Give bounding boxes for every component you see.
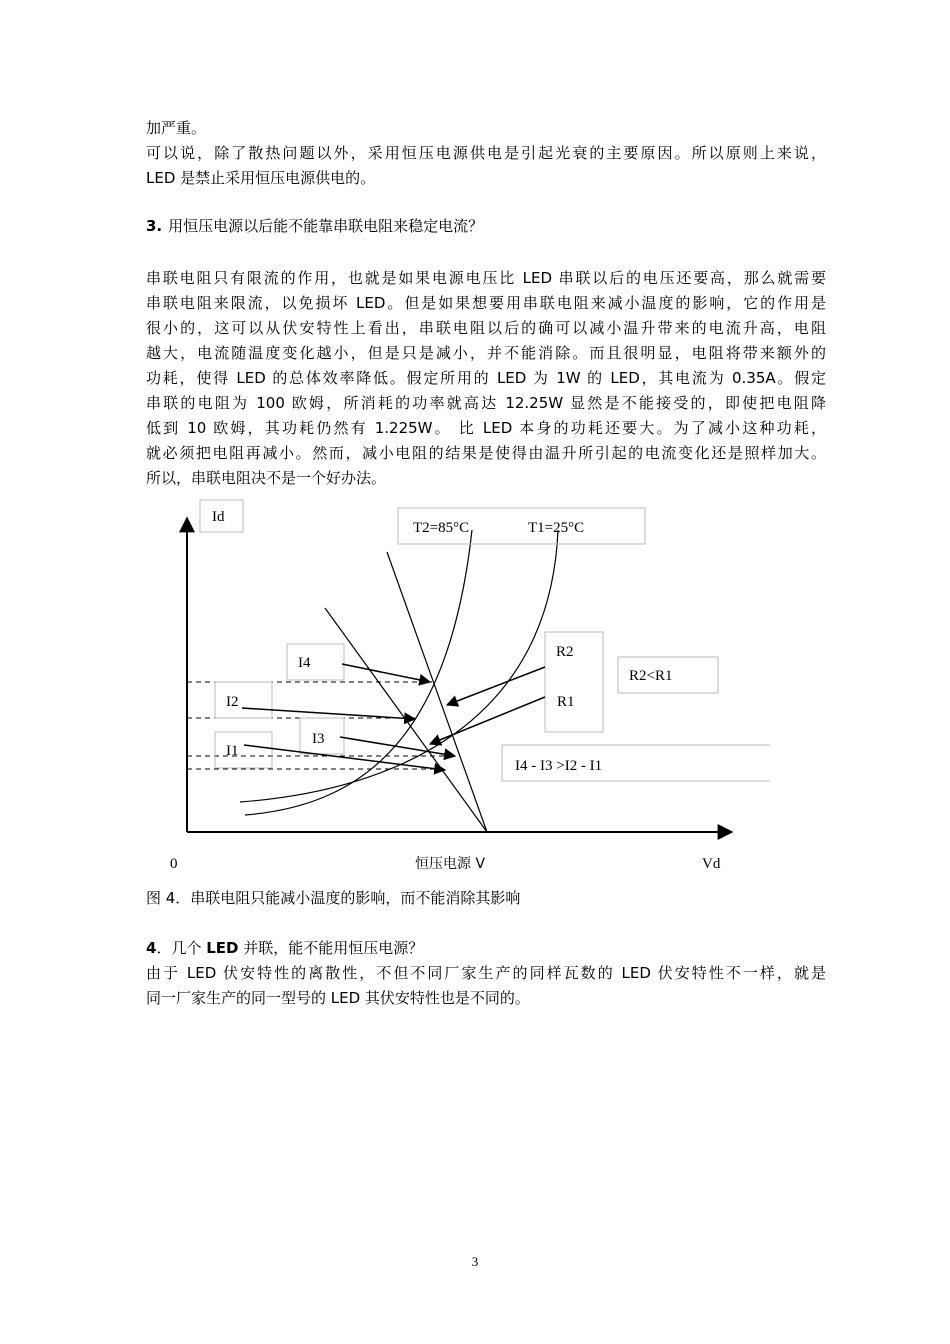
section-title-pre: ．几个	[156, 939, 207, 957]
load-line-r2	[387, 552, 487, 832]
load-line-r1	[325, 608, 487, 832]
relation-label: R2<R1	[629, 668, 673, 684]
arrow-i2	[242, 708, 415, 719]
body-line: 串联电阻来限流，以免损坏 LED。但是如果想要用串联电阻来减小温度的影响，它的作用是	[146, 294, 826, 312]
section-3-heading	[146, 214, 826, 239]
body-line: 串联的电阻为 100 欧姆，所消耗的功率就高达 12.25W 显然是不能接受的，即使把电阻降	[146, 394, 826, 412]
body-line: 很小的，这可以从伏安特性上看出，串联电阻以后的确可以减小温升带来的电流升高，电阻	[146, 319, 826, 337]
r-box	[545, 632, 603, 732]
section-title-post: 并联，能不能用恒压电源？	[238, 939, 424, 957]
section-number: 4	[146, 939, 157, 957]
curve-t1	[240, 530, 558, 802]
body-line: 就必须把电阻再减小。然而，减小电阻的结果是使得由温升所引起的电流变化还是照样加大。	[146, 444, 826, 462]
x-mid-label: 恒压电源 V	[415, 856, 486, 872]
body-line: 功耗，使得 LED 的总体效率降低。假定所用的 LED 为 1W 的 LED，其电流为 0.35A。假定	[146, 369, 826, 387]
intro-line: LED 是禁止采用恒压电源供电的。	[146, 169, 376, 187]
origin-label: 0	[170, 856, 178, 872]
section-number: 3.	[146, 217, 163, 235]
intro-line: 可以说，除了散热问题以外，采用恒压电源供电是引起光衰的主要原因。所以原则上来说，	[146, 144, 826, 162]
body-line: 串联电阻只有限流的作用，也就是如果电源电压比 LED 串联以后的电压还要高，那么就需要	[146, 269, 826, 287]
i1-box	[215, 732, 272, 768]
x-axis-label: Vd	[702, 856, 721, 872]
i2-box	[215, 682, 272, 718]
i1-label: I1	[226, 743, 239, 759]
body-line: 低到 10 欧姆，其功耗仍然有 1.225W。 比 LED 本身的功耗还要大。为了减小这种功耗，	[146, 419, 826, 437]
arrow-i4	[342, 664, 430, 682]
i4-box	[287, 644, 344, 680]
page-number: 3	[471, 1254, 479, 1269]
iv-characteristic-diagram	[150, 490, 770, 880]
i2-label: I2	[226, 694, 239, 710]
i3-label: I3	[312, 731, 325, 747]
body-line: 同一厂家生产的同一型号的 LED 其伏安特性也是不同的。	[146, 989, 530, 1007]
curve-t2	[245, 530, 472, 815]
i4-label: I4	[298, 655, 311, 671]
formula-label: I4 - I3 >I2 - I1	[515, 758, 603, 774]
body-line: 由于 LED 伏安特性的离散性，不但不同厂家生产的同样瓦数的 LED 伏安特性不一样，就是	[146, 964, 826, 982]
section-4-heading	[146, 936, 826, 961]
section-title: 用恒压电源以后能不能靠串联电阻来稳定电流？	[168, 217, 484, 235]
section-title-bold: LED	[206, 939, 239, 957]
arrow-r2	[447, 667, 545, 705]
r2-label: R2	[556, 644, 574, 660]
figure-caption	[146, 886, 826, 911]
body-line: 越大，电流随温度变化越小，但是只是减小，并不能消除。而且很明显，电阻将带来额外的	[146, 344, 826, 362]
y-axis-label: Id	[212, 509, 225, 525]
section-3-body	[146, 266, 826, 491]
r1-label: R1	[557, 694, 575, 710]
caption-text: 图 4．串联电阻只能减小温度的影响，而不能消除其影响	[146, 889, 521, 907]
body-line: 所以，串联电阻决不是一个好办法。	[146, 469, 387, 487]
section-4-body	[146, 961, 826, 1011]
intro-paragraph	[146, 116, 826, 191]
temp-label-t1: T1=25°C	[528, 520, 585, 536]
arrow-i3	[340, 737, 455, 756]
temp-label-t2: T2=85°C	[413, 520, 470, 536]
intro-line: 加严重。	[146, 119, 207, 137]
